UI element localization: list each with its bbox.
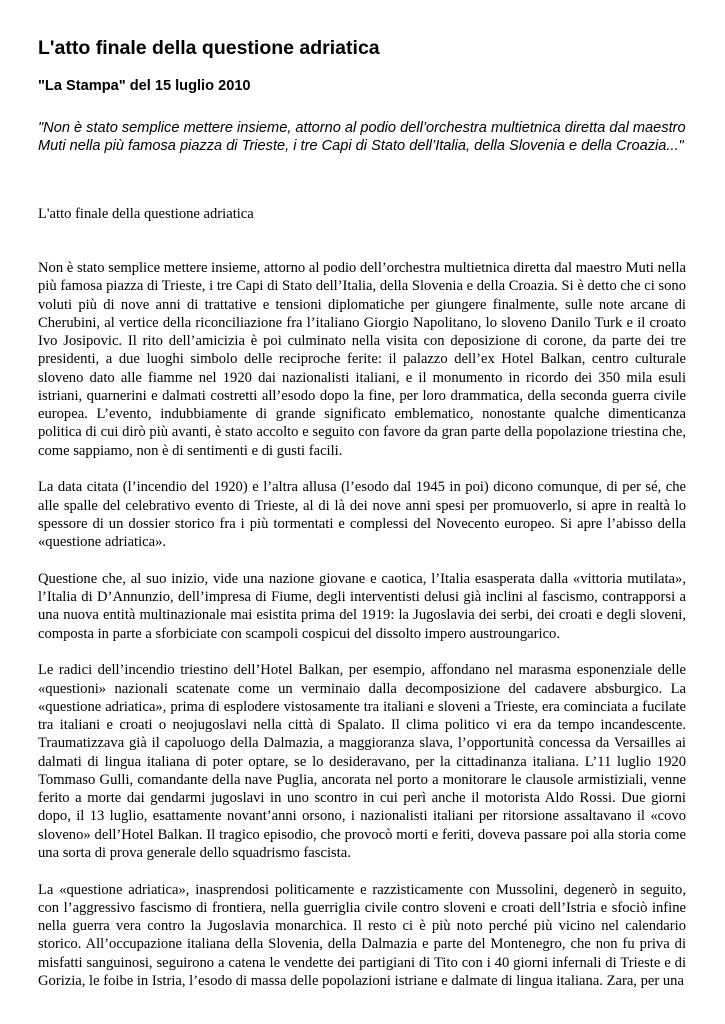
article-body <box>38 205 686 1009</box>
paragraph: Non è stato semplice mettere insieme, attorno al podio dell’orchestra multietnica diretta dal maestro Muti nella più famosa piazza di Trieste, i tre Capi di Stato dell’Italia, della Slovenia e della Croazia. Si è detto che ci sono voluti più di nove anni di trattative e tensioni diplomatiche per giungere finalmente, sulle note arcane di Cherubini, al vertice della riconciliazione fra l’italiano Giorgio Napolitano, lo sloveno Danilo Turk e il croato Ivo Josipovic. Il rito dell’amicizia è poi culminato nella visita con deposizione di corone, da parte dei tre presidenti, a due luoghi simbolo delle reciproche ferite: il palazzo dell’ex Hotel Balkan, centro culturale sloveno dato alle fiamme nel 1920 dai nazionalisti italiani, e il monumento in ricordo dei 350 mila esuli istriani, quarnerini e dalmati costretti all’esodo dopo la fine, per loro drammatica, della seconda guerra civile europea. L’evento, indubbiamente di grande significato emblematico, nonostante qualche dimenticanza politica di cui dirò più avanti, è stato accolto e seguito con favore da gran parte della popolazione triestina che, come sappiamo, non è di sentimenti e di gusti facili. <box>38 260 686 459</box>
document-source: "La Stampa" del 15 luglio 2010 <box>38 78 251 94</box>
article-title: L'atto finale della questione adriatica <box>38 206 254 222</box>
paragraph: La «questione adriatica», inasprendosi politicamente e razzisticamente con Mussolini, degenerò in seguito, con l’aggressivo fascismo di frontiera, nella guerriglia civile contro sloveni e croati dell’Istria e sfociò infine nella guerra vera contro la Jugoslavia monarchica. Il resto ci è più noto perché più vicino nel calendario storico. All’occupazione italiana della Slovenia, della Dalmazia e parte del Montenegro, che non fu priva di misfatti sanguinosi, seguirono a catena le vendette dei partigiani di Tito con i 40 giorni infernali di Trieste e di Gorizia, le foibe in Istria, l’esodo di massa delle popolazioni istriane e dalmate di lingua italiana. Zara, per una <box>38 881 686 989</box>
paragraph: La data citata (l’incendio del 1920) e l’altra allusa (l’esodo dal 1945 in poi) dicono comunque, di per sé, che alle spalle del celebrativo evento di Trieste, al di là dei nove anni spesi per promuoverlo, si apre in realtà lo spessore di un dossier storico fra i più tormentati e complessi del Novecento europeo. Si apre l’abisso della «questione adriatica». <box>38 479 686 550</box>
paragraph: Questione che, al suo inizio, vide una nazione giovane e caotica, l’Italia esasperata dalla «vittoria mutilata», l’Italia di D’Annunzio, dell’impresa di Fiume, degli interventisti delusi già inclini al fascismo, contrapporsi a una nuova entità multinazionale mai esistita prima del 1919: la Jugoslavia dei serbi, dei croati e degli sloveni, composta in parte a sforbiciate con scampoli cospicui del dissolto impero austroungarico. <box>38 570 686 642</box>
paragraph: Le radici dell’incendio triestino dell’Hotel Balkan, per esempio, affondano nel marasma esponenziale delle «questioni» nazionali scatenate come un verminaio dalla decomposizione del cadavere absburgico. La «questione adriatica», prima di esplodere vistosamente tra italiani e sloveni a Trieste, era cominciata a fucilate tra italiani e croati o neojugoslavi nella città di Spalato. Il clima politico vi era da tempo incandescente. Traumatizzava già il capoluogo della Dalmazia, a maggioranza slava, l’opportunità concessa da Versailles ai dalmati di lingua italiana di poter optare, se lo desideravano, per la cittadinanza italiana. L’11 luglio 1920 Tommaso Gulli, comandante della nave Puglia, ancorata nel porto a monitorare le clausole armistiziali, venne ferito a morte dai gendarmi jugoslavi in uno scontro in cui perì anche il motorista Aldo Rossi. Due giorni dopo, il 13 luglio, esattamente novant’anni orsono, i nazionalisti italiani per ritorsione assaltavano il «covo sloveno» dell’Hotel Balkan. Il tragico episodio, che provocò morti e feriti, doveva passare poi alla storia come una sorta di prova generale dello squadrismo fascista. <box>38 662 686 861</box>
document-title: L'atto finale della questione adriatica <box>38 37 380 59</box>
document-lead: "Non è stato semplice mettere insieme, attorno al podio dell’orchestra multietnica diretta dal maestro Muti nella più famosa piazza di Trieste, i tre Capi di Stato dell’Italia, della Slovenia e della Croazia..." <box>38 120 686 154</box>
